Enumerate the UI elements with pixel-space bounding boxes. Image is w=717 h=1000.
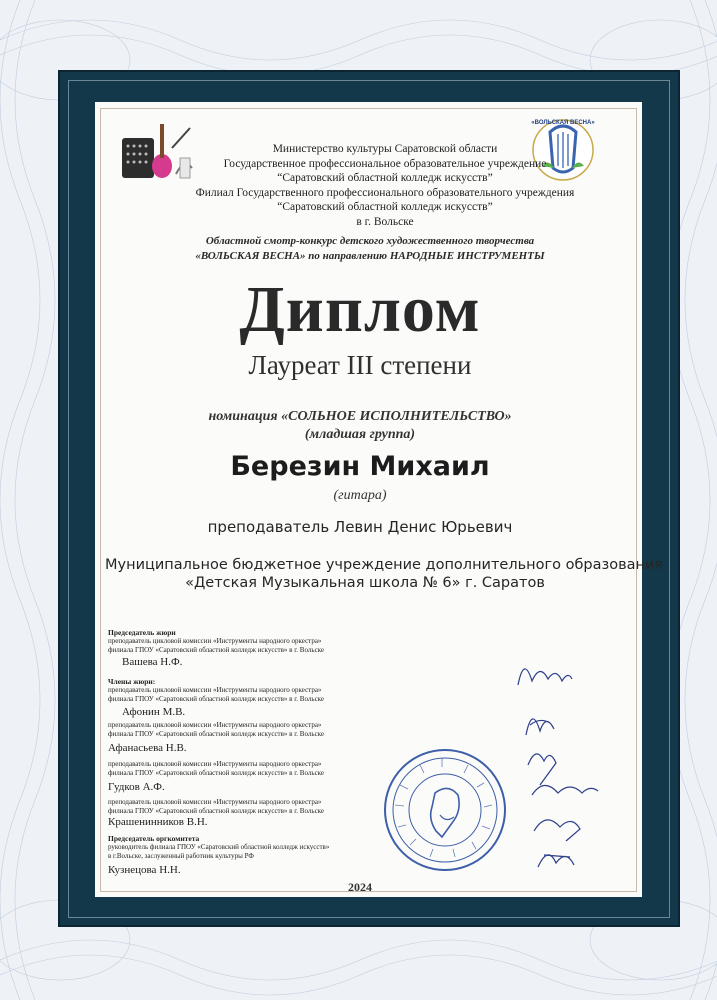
jury-desc-line: филиала ГПОУ «Саратовский областной колледж искусств» в г. Вольске [108, 807, 325, 815]
school-info [105, 556, 664, 592]
recipient-instrument: (гитара) [333, 488, 387, 503]
jury-desc-line: филиала ГПОУ «Саратовский областной колледж искусств» в г. Вольске [108, 695, 325, 703]
ministry-line: “Саратовский областной колледж искусств” [277, 172, 493, 184]
recipient-name: Березин Михаил [230, 451, 490, 482]
ministry-line: Министерство культуры Саратовской области [272, 143, 498, 155]
jury-member-name: Афанасьева Н.В. [108, 742, 187, 754]
jury-member-desc [108, 686, 324, 704]
jury-member-desc [108, 721, 324, 739]
jury-desc-line: филиала ГПОУ «Саратовский областной колледж искусств» в г. Вольске [108, 730, 325, 738]
org-chair-name: Кузнецова Н.Н. [108, 864, 181, 876]
school-line: Муниципальное бюджетное учреждение дополнительного образования [105, 557, 664, 573]
diploma-year: 2024 [348, 880, 372, 894]
diploma-title: Диплом [239, 273, 481, 346]
official-seal [380, 745, 510, 875]
jury-desc-line: руководитель филиала ГПОУ «Саратовский областной колледж искусств» [108, 843, 330, 851]
jury-desc-line: преподаватель цикловой комиссии «Инструменты народного оркестра» [108, 760, 322, 768]
svg-text:«ВОЛЬСКАЯ ВЕСНА»: «ВОЛЬСКАЯ ВЕСНА» [531, 120, 595, 126]
jury-signatures [510, 645, 610, 880]
jury-desc-line: преподаватель цикловой комиссии «Инструменты народного оркестра» [108, 798, 322, 806]
jury-desc-line: преподаватель цикловой комиссии «Инструменты народного оркестра» [108, 721, 322, 729]
ministry-line: Государственное профессиональное образовательное учреждение [223, 157, 547, 170]
org-chair-desc [108, 843, 329, 861]
jury-members-label: Члены жюри: [108, 677, 156, 686]
contest-line: Областной смотр-конкурс детского художественного творчества [205, 235, 535, 247]
school-line: «Детская Музыкальная школа № 6» г. Саратов [185, 575, 545, 591]
nomination-group: (младшая группа) [304, 427, 416, 442]
jury-member-name: Крашенинников В.Н. [108, 816, 208, 828]
jury-member-name: Гудков А.Ф. [108, 781, 165, 793]
jury-chair-label: Председатель жюри [108, 628, 176, 637]
jury-member-desc [108, 798, 324, 816]
jury-member-name: Афонин М.В. [122, 706, 186, 718]
jury-desc-line: в г.Вольске, заслуженный работник культуры РФ [108, 852, 254, 860]
teacher-name: преподаватель Левин Денис Юрьевич [207, 518, 513, 536]
laureate-degree: Лауреат III степени [248, 350, 472, 380]
ministry-line: Филиал Государственного профессионального образовательного учреждения [195, 186, 575, 199]
jury-member-desc [108, 760, 324, 778]
nomination [110, 408, 610, 444]
contest-line: «ВОЛЬСКАЯ ВЕСНА» по направлению НАРОДНЫЕ ИНСТРУМЕНТЫ [195, 249, 545, 262]
ministry-line: “Саратовский областной колледж искусств” [277, 201, 493, 213]
jury-desc-line: преподаватель цикловой комиссии «Инструменты народного оркестра» [108, 686, 322, 694]
jury-chair-desc [108, 637, 324, 655]
jury-chair-name: Вашева Н.Ф. [122, 656, 183, 668]
ministry-line: в г. Вольске [356, 215, 414, 228]
contest-header [110, 234, 630, 263]
jury-desc-line: филиала ГПОУ «Саратовский областной колледж искусств» в г. Вольске [108, 769, 325, 777]
nomination-title: номинация «СОЛЬНОЕ ИСПОЛНИТЕЛЬСТВО» [208, 409, 512, 424]
jury-desc-line: преподаватель цикловой комиссии «Инструменты народного оркестра» [108, 637, 322, 645]
ministry-header [140, 142, 630, 229]
jury-desc-line: филиала ГПОУ «Саратовский областной колледж искусств» в г. Вольске [108, 646, 325, 654]
org-chair-label: Председатель оргкомитета [108, 834, 200, 843]
